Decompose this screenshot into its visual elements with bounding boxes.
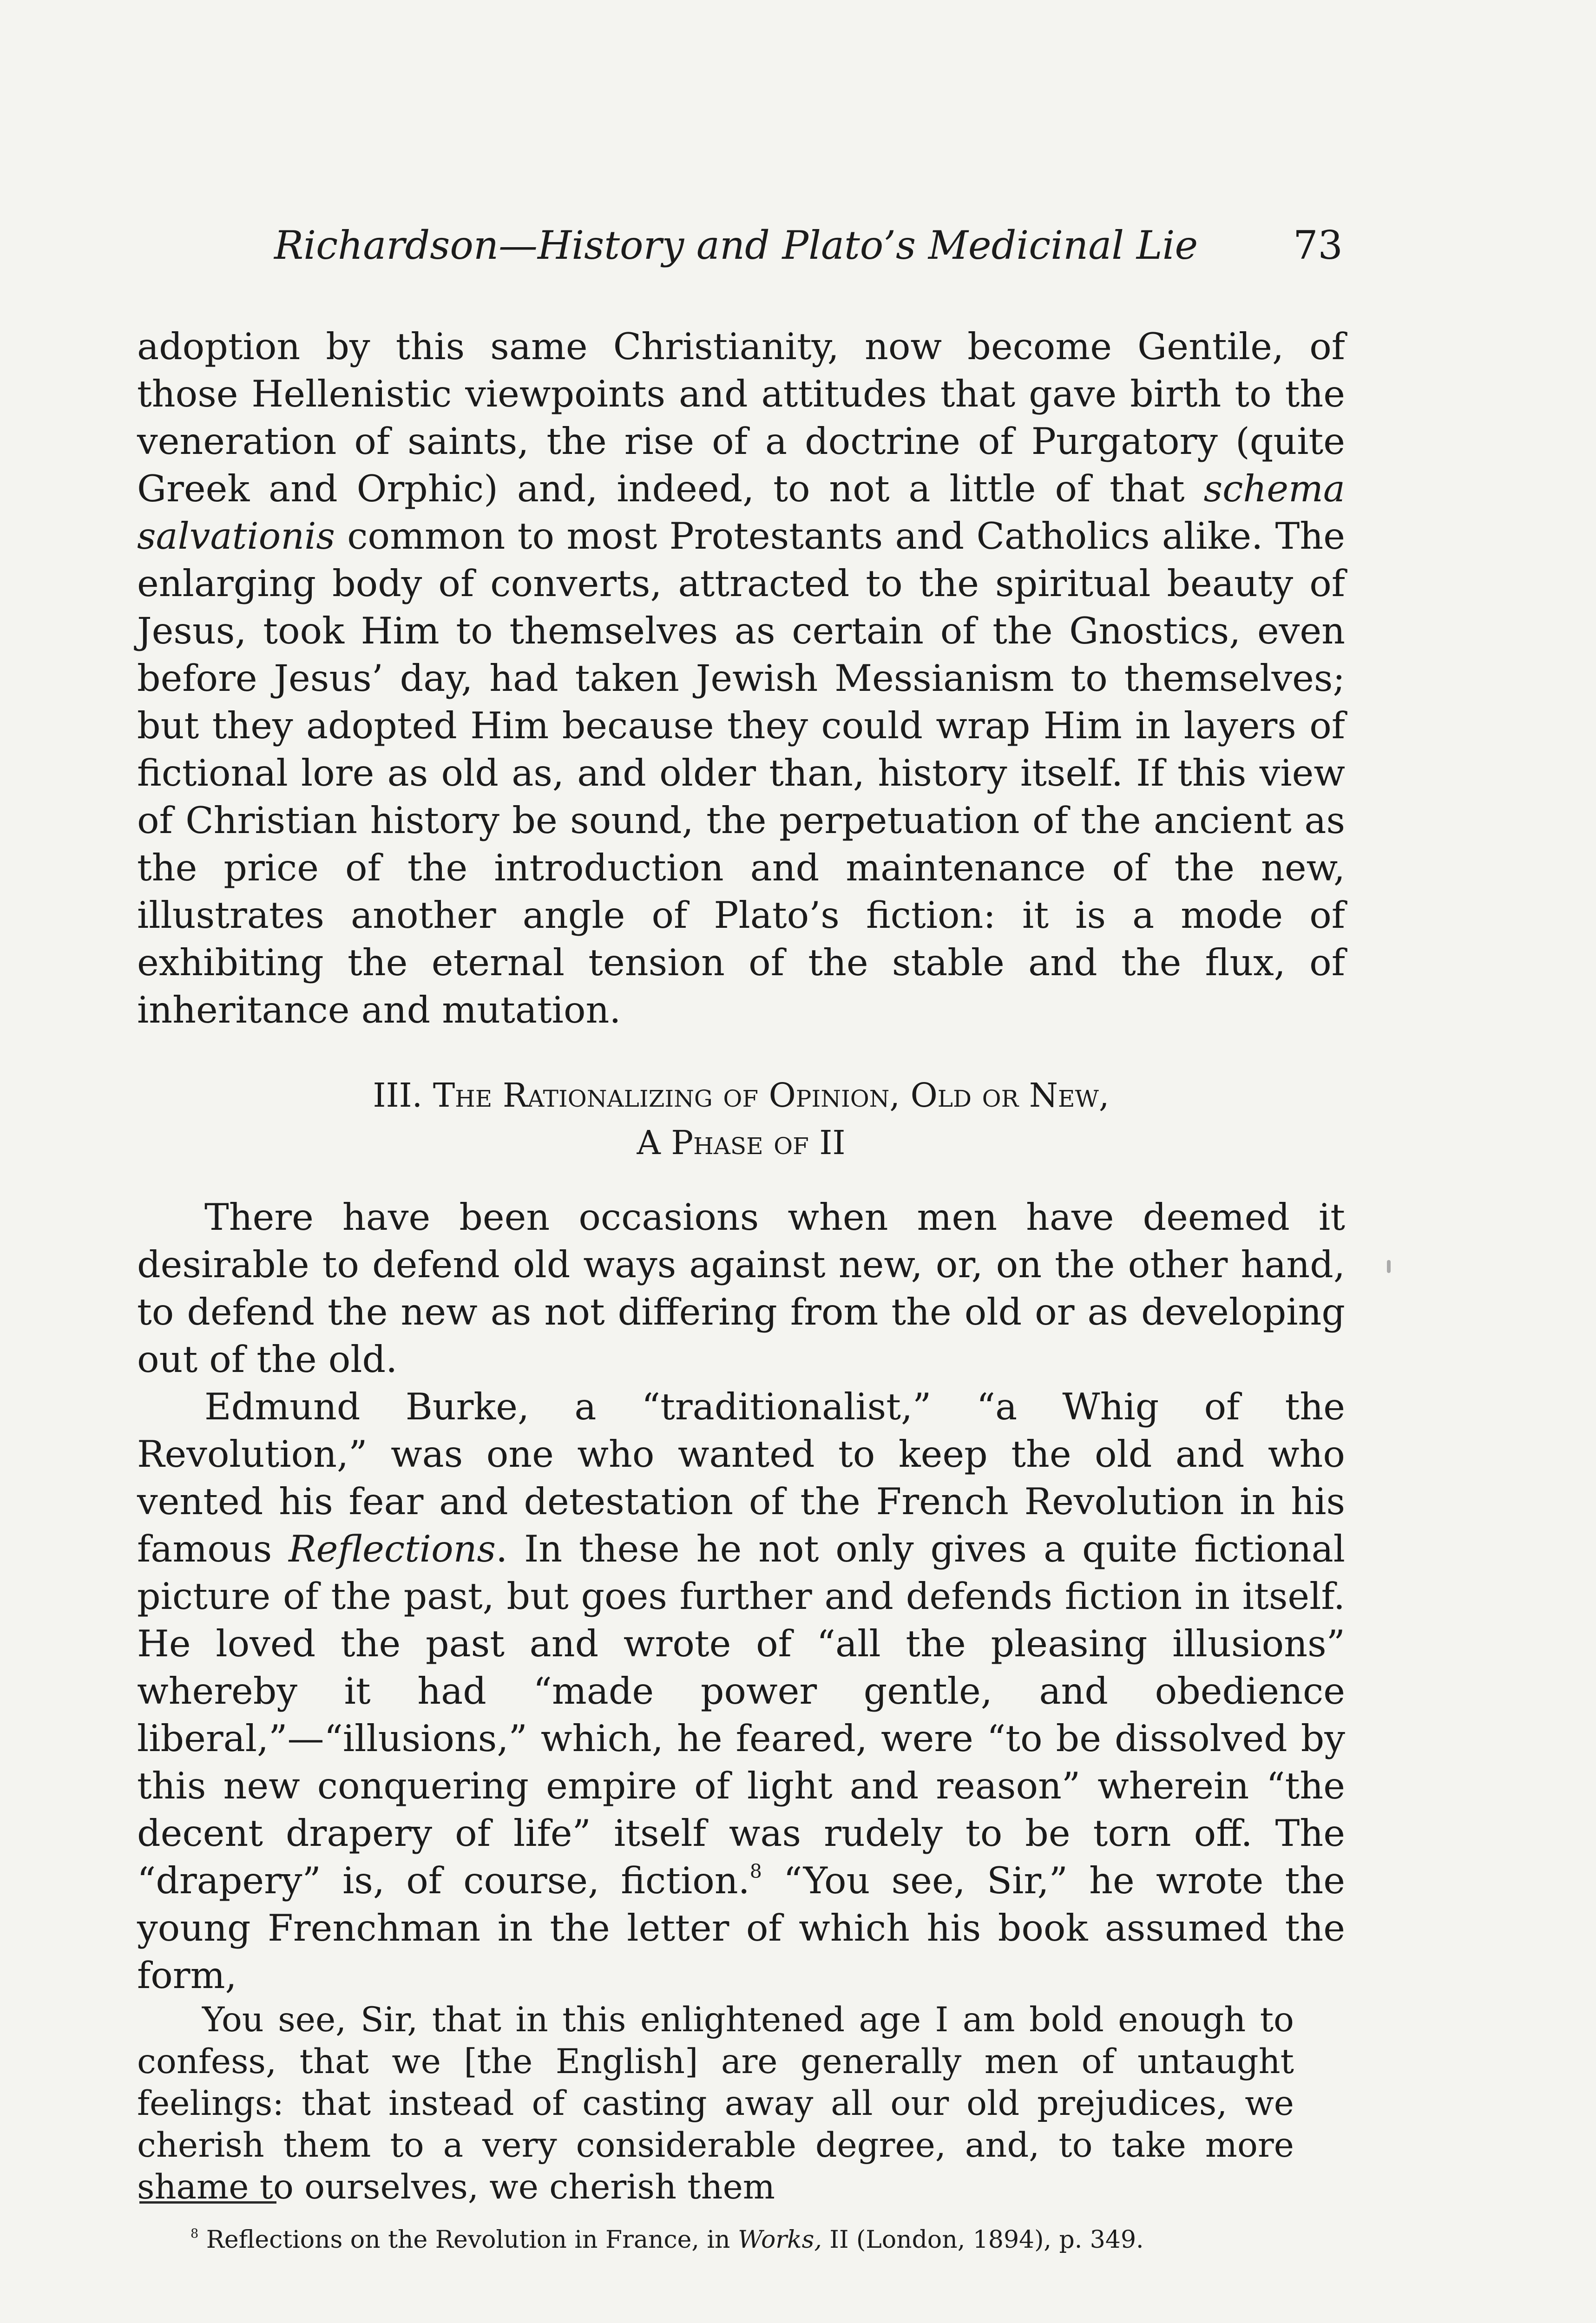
section-heading xyxy=(137,1072,1345,1167)
footnote-rule xyxy=(139,2201,276,2204)
paragraph-text: . In these he not only gives a quite fictional picture of the past, but goes further and defends fiction in itself. He loved the past and wrote of “all the pleasing illusions” whereby it had “made power gentle, and obedience liberal,”—“illusions,” which, he feared, were “to be dissolved by this new conquering empire of light and reason” wherein “the decent drapery of life” itself was rudely to be torn off. The “drapery” is, of course, fiction. xyxy=(137,1528,1345,1902)
page-header xyxy=(274,217,1343,278)
paragraph-occasions: There have been occasions when men have deemed it desirable to defend old ways against new, or, on the other hand, to defend the new as not differing from the old or as developing out of the old. xyxy=(137,1196,1345,1381)
paragraph-text: common to most Protestants and Catholics alike. The enlarging body of converts, attracted to the spiritual beauty of Jesus, took Him to themselves as certain of the Gnostics, even before Jesus’ day, had taken Jewish Messianism to themselves; but they adopted Him because they could wrap Him in layers of fictional lore as old as, and older than, history itself. If this view of Christian history be sound, the perpetuation of the ancient as the price of the introduction and maintenance of the new, illustrates another angle of Plato’s fiction: it is a mode of exhibiting the eternal tension of the stable and the flux, of inheritance and mutation. xyxy=(137,515,1345,1031)
paragraph-text: Edmund Burke, a “traditionalist,” “a Whig of the Revolution,” was one who wanted to keep the old and who vented his fear and detestation of the French Revolution in his famous xyxy=(137,1385,1345,1570)
footnote-reference: 8 xyxy=(749,1860,762,1883)
running-title: Richardson—History and Plato’s Medicinal Lie xyxy=(274,223,1198,268)
footnote-text: Reflections on the Revolution in France, in xyxy=(198,2226,738,2254)
paragraph-text: “You see, Sir,” he wrote the young Frenchman in the letter of which his book assumed the form, xyxy=(137,1859,1346,1997)
section-heading-line: III. The Rationalizing of Opinion, Old or New, xyxy=(373,1076,1110,1115)
paper-speck xyxy=(1387,1260,1391,1273)
italic-phrase: schema salvationis xyxy=(137,467,1345,558)
footnote-italic: Works, xyxy=(738,2226,822,2254)
footnote xyxy=(190,2223,1389,2257)
article-body xyxy=(137,323,1345,2208)
page-number: 73 xyxy=(1293,223,1343,268)
block-quotation: You see, Sir, that in this enlightened age I am bold enough to confess, that we [the English] are generally men of untaught feelings: that instead of casting away all our old prejudices, we cherish them to a very considerable degree, and, to take more shame to ourselves, we cherish them xyxy=(137,2000,1294,2207)
footnote-marker: 8 xyxy=(190,2226,199,2241)
section-heading-line: A Phase of II xyxy=(637,1123,846,1162)
paragraph-text: adoption by this same Christianity, now become Gentile, of those Hellenistic viewpoints and attitudes that gave birth to the veneration of saints, the rise of a doctrine of Purgatory (quite Greek and Orphic) and, indeed, to not a little of that xyxy=(137,325,1345,510)
footnote-text: II (London, 1894), p. 349. xyxy=(821,2226,1144,2254)
paragraph-burke xyxy=(137,1383,1345,1999)
italic-title: Reflections xyxy=(289,1528,496,1570)
paragraph-christianity xyxy=(137,323,1345,1034)
